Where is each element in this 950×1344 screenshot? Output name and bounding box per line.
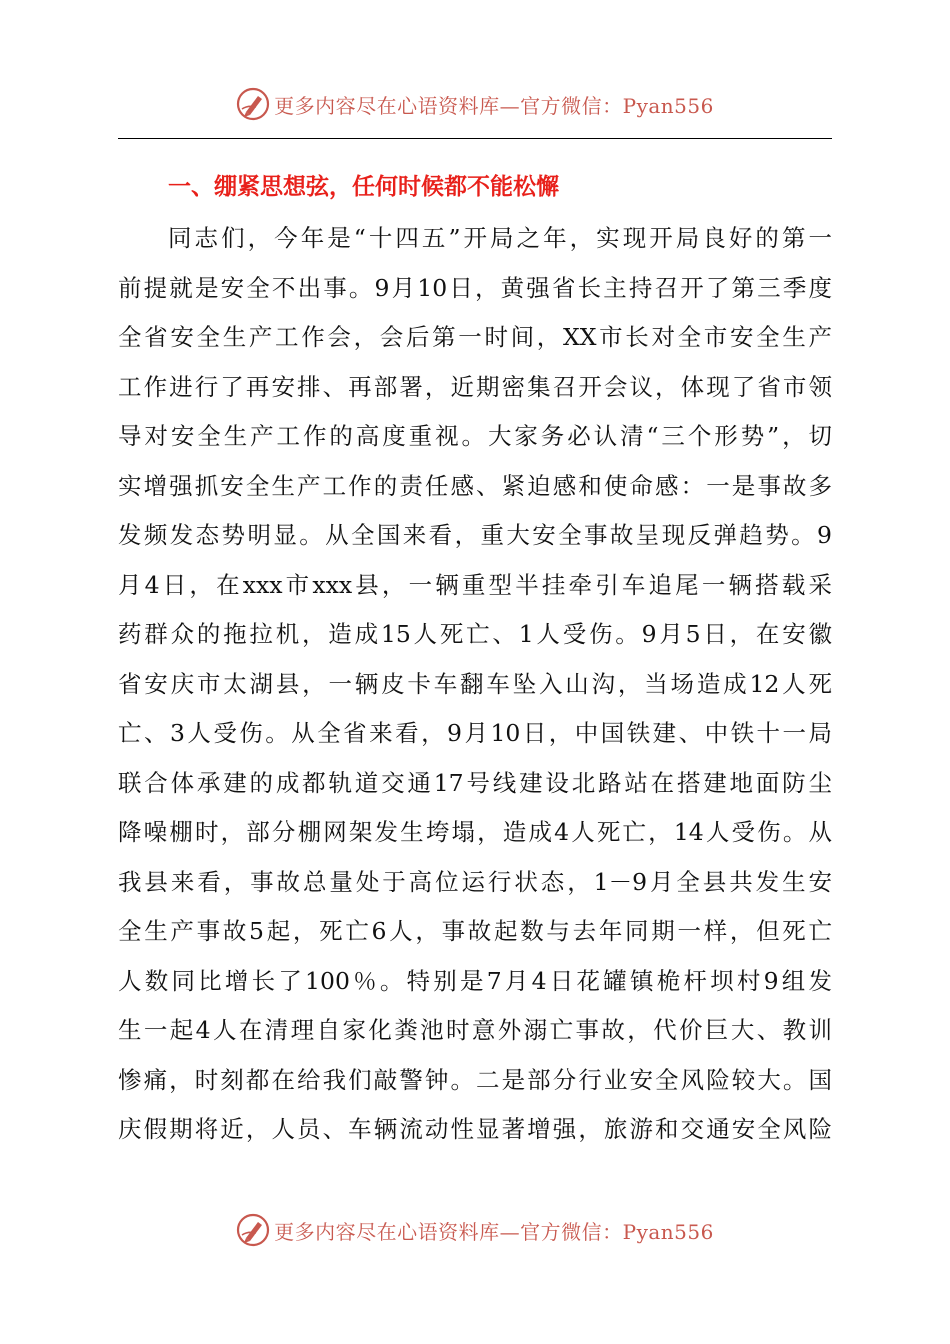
text-line: 庆假期将近，人员、车辆流动性显著增强，旅游和交通安全风险 [118,1115,832,1143]
text-line: 导对安全生产工作的高度重视。大家务必认清“三个形势”，切 [118,422,832,450]
section-heading: 一、绷紧思想弦，任何时候都不能松懈 [168,174,559,200]
text-line: 生一起4人在清理自家化粪池时意外溺亡事故，代价巨大、教训 [118,1016,832,1044]
text-line: 惨痛，时刻都在给我们敲警钟。二是部分行业安全风险较大。国 [118,1065,832,1094]
text-line: 降噪棚时，部分棚网架发生垮塌，造成4人死亡，14人受伤。从 [118,818,832,846]
text-line: 全生产事故5起，死亡6人，事故起数与去年同期一样，但死亡 [118,917,832,945]
text-line: 发频发态势明显。从全国来看，重大安全事故呈现反弹趋势。9 [118,521,832,549]
text-line: 全省安全生产工作会，会后第一时间，XX市长对全市安全生产 [118,323,832,351]
text-line: 工作进行了再安排、再部署，近期密集召开会议，体现了省市领 [118,372,832,401]
text-line: 实增强抓安全生产工作的责任感、紧迫感和使命感：一是事故多 [118,471,832,500]
header-divider [118,138,832,139]
body-paragraph [118,214,832,1155]
text-line: 同志们，今年是“十四五”开局之年，实现开局良好的第一 [168,224,832,252]
text-line: 亡、3人受伤。从全省来看，9月10日，中国铁建、中铁十一局 [118,719,832,747]
text-line: 省安庆市太湖县，一辆皮卡车翻车坠入山沟，当场造成12人死 [118,669,832,698]
pen-logo-icon [236,87,270,121]
text-line: 人数同比增长了100％。特别是7月4日花罐镇桅杆坝村9组发 [118,966,832,995]
text-line: 联合体承建的成都轨道交通17号线建设北路站在搭建地面防尘 [118,768,832,797]
header-banner [0,84,950,124]
pen-logo-icon [236,1213,270,1247]
footer-banner [0,1210,950,1250]
header-banner-text: 更多内容尽在心语资料库—官方微信：Pyan556 [274,93,714,118]
text-line: 药群众的拖拉机，造成15人死亡、1人受伤。9月5日，在安徽 [118,620,832,648]
footer-banner-text: 更多内容尽在心语资料库—官方微信：Pyan556 [274,1219,714,1244]
text-line: 我县来看，事故总量处于高位运行状态，1－9月全县共发生安 [118,867,832,896]
text-line: 月4日，在xxx市xxx县，一辆重型半挂牵引车追尾一辆搭载采 [118,570,832,599]
text-line: 前提就是安全不出事。9月10日，黄强省长主持召开了第三季度 [118,273,832,302]
